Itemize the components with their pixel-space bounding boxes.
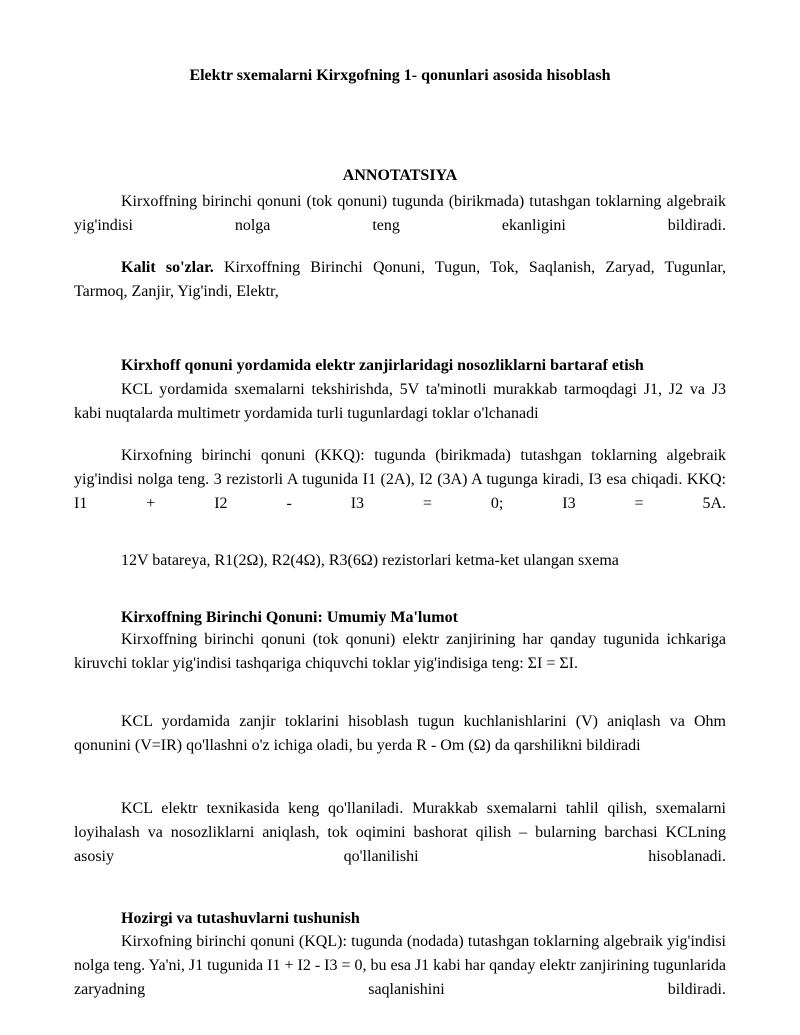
document-title: Elektr sxemalarni Kirxgofning 1- qonunlari asosida hisoblash [189,67,611,84]
section1-paragraph-1: KCL yordamida sxemalarni tekshirishda, 5V ta'minotli murakkab tarmoqdagi J1, J2 va J3 kabi nuqtalarda multimetr yordamida turli tugunlardagi toklar o'lchanadi [74,381,726,422]
section3-heading: Hozirgi va tutashuvlarni tushunish [121,910,360,927]
keywords-label: Kalit so'zlar. [121,259,214,276]
keywords-paragraph [74,256,726,304]
section1-paragraph-3: 12V batareya, R1(2Ω), R2(4Ω), R3(6Ω) rezistorlari ketma-ket ulangan sxema [121,552,619,569]
keywords-text: Kirxoffning Birinchi Qonuni, Tugun, Tok, Saqlanish, Zaryad, Tugunlar, Tarmoq, Zanjir, Yig'indi, Elektr, [74,259,727,300]
annotation-heading: ANNOTATSIYA [342,167,458,184]
section1-paragraph-2: Kirxofning birinchi qonuni (KKQ): tugunda (birikmada) tutashgan toklarning algebraik yig'indisi nolga teng. 3 rezistorli A tugunida I1 (2A), I2 (3A) A tugunga kiradi, I3 esa chiqadi. KKQ: I1 + I2 - I3 = 0; I3 = 5A. [74,447,726,512]
section1-heading: Kirxhoff qonuni yordamida elektr zanjirlaridagi nosozliklarni bartaraf etish [121,357,644,374]
section3-paragraph-1: Kirxofning birinchi qonuni (KQL): tugunda (nodada) tutashgan toklarning algebraik yig'indisi nolga teng. Ya'ni, J1 tugunida I1 + I2 - I3 = 0, bu esa J1 kabi har qanday elektr zanjirining tugunlarida zaryadning saqlanishini bildiradi. [74,933,726,998]
section2-paragraph-1: Kirxoffning birinchi qonuni (tok qonuni) elektr zanjirining har qanday tugunida ichkariga kiruvchi toklar yig'indisi tashqariga chiquvchi toklar yig'indisiga teng: ΣI = ΣI. [74,631,726,672]
section2-paragraph-2: KCL yordamida zanjir toklarini hisoblash tugun kuchlanishlarini (V) aniqlash va Ohm qonunini (V=IR) qo'llashni o'z ichiga oladi, bu yerda R - Om (Ω) da qarshilikni bildiradi [74,713,726,754]
annotation-text: Kirxoffning birinchi qonuni (tok qonuni) tugunda (birikmada) tutashgan toklarning algebraik yig'indisi nolga teng ekanligini bildiradi. [74,193,726,234]
section2-paragraph-3: KCL elektr texnikasida keng qo'llaniladi. Murakkab sxemalarni tahlil qilish, sxemalarni loyihalash va nosozliklarni aniqlash, tok oqimini bashorat qilish – bularning barchasi KCLning asosiy qo'llanilishi hisoblanadi. [74,800,726,865]
section2-heading: Kirxoffning Birinchi Qonuni: Umumiy Ma'lumot [121,609,458,626]
